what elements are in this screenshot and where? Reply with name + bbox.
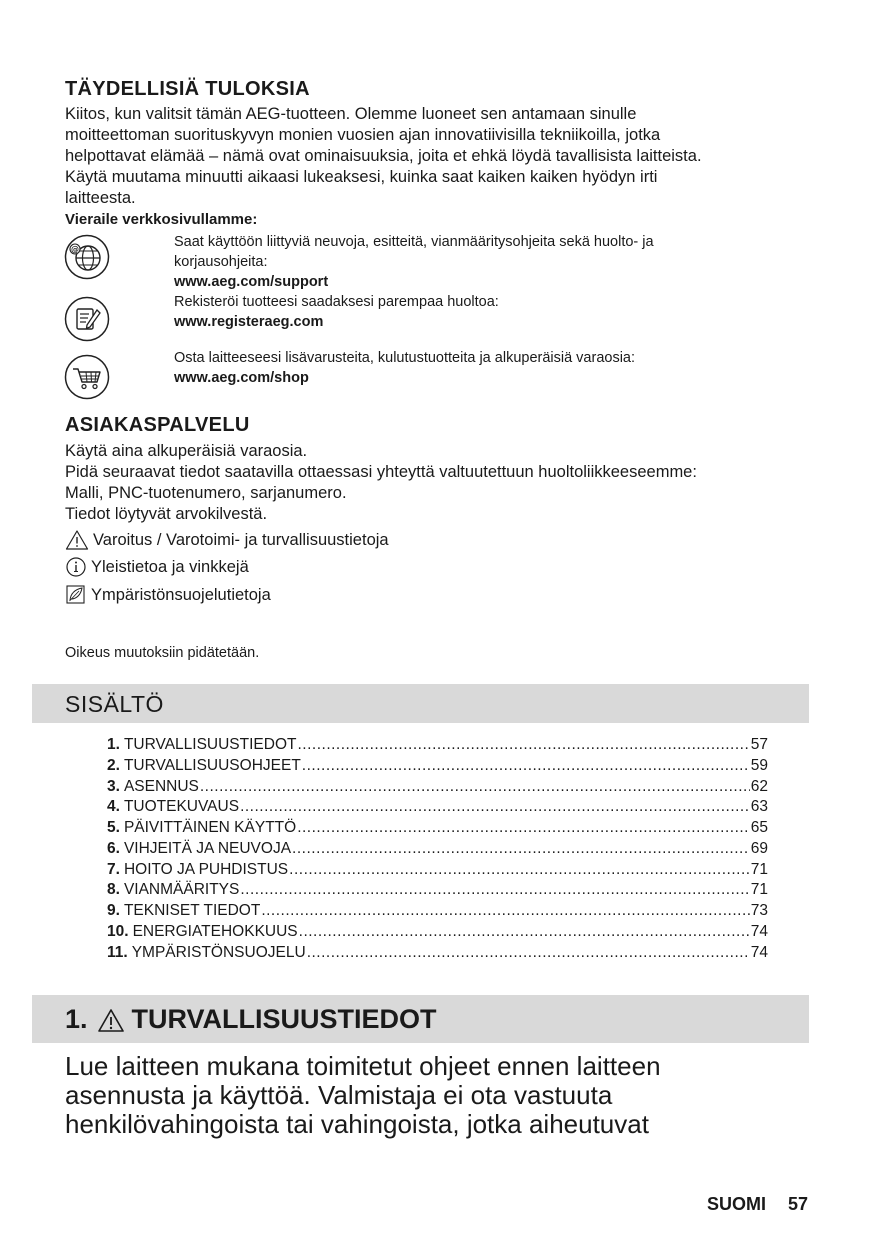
- toc-item[interactable]: [107, 734, 768, 755]
- toc-label: PÄIVITTÄINEN KÄYTTÖ: [123, 819, 297, 836]
- legend-info: [65, 556, 249, 578]
- service-support: [174, 232, 774, 292]
- toc-leader: [302, 755, 750, 776]
- leaf-icon: [65, 584, 87, 606]
- toc-number: 10.: [107, 923, 129, 940]
- legend-text: Varoitus / Varotoimi- ja turvallisuustietoja: [93, 531, 389, 549]
- toc-number: 2.: [107, 757, 120, 774]
- service-text: korjausohjeita:: [174, 254, 268, 270]
- toc-number: 11.: [107, 944, 128, 961]
- safety-line: Lue laitteen mukana toimitetut ohjeet ennen laitteen: [65, 1051, 661, 1081]
- legend-warning: [65, 529, 389, 551]
- customer-service-line: Tiedot löytyvät arvokilvestä.: [65, 505, 268, 523]
- visit-label: Vieraile verkkosivullamme:: [65, 211, 258, 228]
- toc-label: YMPÄRISTÖNSUOJELU: [131, 944, 306, 961]
- page-footer: [707, 1194, 808, 1215]
- toc-page: 74: [750, 923, 768, 940]
- safety-line: henkilövahingoista tai vahingoista, jotka aiheutuvat: [65, 1109, 649, 1139]
- toc-label: ASENNUS: [123, 778, 199, 795]
- toc-label: ENERGIATEHOKKUUS: [132, 923, 298, 940]
- toc-number: 3.: [107, 778, 120, 795]
- contents-header-band: [32, 684, 809, 723]
- toc-leader: [292, 838, 750, 859]
- intro-line: helpottavat elämää – nämä ovat ominaisuuksia, joita et ehkä löydä tavallisista laitteista.: [65, 147, 702, 165]
- safety-line: asennusta ja käyttöä. Valmistaja ei ota vastuuta: [65, 1080, 613, 1110]
- toc-page: 57: [750, 736, 768, 753]
- intro-line: Kiitos, kun valitsit tämän AEG-tuotteen. Olemme luoneet sen antamaan sinulle: [65, 105, 637, 123]
- shop-link[interactable]: www.aeg.com/shop: [174, 370, 309, 386]
- globe-icon: [64, 234, 110, 280]
- contents-title: SISÄLTÖ: [65, 691, 164, 717]
- toc-label: HOITO JA PUHDISTUS: [123, 861, 289, 878]
- toc-label: VIHJEITÄ JA NEUVOJA: [123, 840, 292, 857]
- footer-page-number: 57: [787, 1194, 808, 1214]
- toc-page: 65: [750, 819, 768, 836]
- toc-number: 5.: [107, 819, 120, 836]
- support-link[interactable]: www.aeg.com/support: [174, 274, 329, 290]
- disclaimer: Oikeus muutoksiin pidätetään.: [65, 645, 260, 661]
- toc-page: 73: [750, 902, 768, 919]
- service-register: [174, 292, 774, 332]
- customer-service-title: ASIAKASPALVELU: [65, 414, 250, 436]
- toc-item[interactable]: [107, 879, 768, 900]
- toc-number: 7.: [107, 861, 120, 878]
- legend-text: Ympäristönsuojelutietoja: [91, 586, 271, 604]
- toc-label: TURVALLISUUSOHJEET: [123, 757, 301, 774]
- toc-leader: [297, 734, 749, 755]
- toc-page: 59: [750, 757, 768, 774]
- toc-label: TEKNISET TIEDOT: [123, 902, 261, 919]
- toc-page: 74: [750, 944, 768, 961]
- toc-page: 71: [750, 861, 768, 878]
- toc-label: TUOTEKUVAUS: [123, 798, 240, 815]
- toc-label: VIANMÄÄRITYS: [123, 881, 240, 898]
- register-link[interactable]: www.registeraeg.com: [174, 314, 324, 330]
- toc-label: TURVALLISUUSTIEDOT: [123, 736, 297, 753]
- toc-item[interactable]: [107, 859, 768, 880]
- service-text: Saat käyttöön liittyviä neuvoja, esitteitä, vianmääritysohjeita sekä huolto- ja: [174, 234, 654, 250]
- toc-number: 1.: [107, 736, 120, 753]
- service-text: Osta laitteeseesi lisävarusteita, kulutustuotteita ja alkuperäisiä varaosia:: [174, 350, 636, 366]
- toc-item[interactable]: [107, 838, 768, 859]
- toc-item[interactable]: [107, 817, 768, 838]
- toc-page: 71: [750, 881, 768, 898]
- info-icon: [65, 556, 87, 578]
- toc-leader: [200, 776, 750, 797]
- warning-icon: [65, 529, 89, 551]
- toc-leader: [297, 817, 750, 838]
- legend-text: Yleistietoa ja vinkkejä: [91, 558, 249, 576]
- warning-icon: [96, 1006, 126, 1034]
- intro-line: Käytä muutama minuutti aikaasi lukeaksesi, kuinka saat kaiken kaiken hyödyn irti: [65, 168, 658, 186]
- toc-page: 63: [750, 798, 768, 815]
- toc-leader: [240, 796, 750, 817]
- toc-leader: [307, 942, 750, 963]
- safety-header-band: [32, 995, 809, 1043]
- toc-leader: [299, 921, 750, 942]
- intro-title: TÄYDELLISIÄ TULOKSIA: [65, 78, 310, 100]
- toc-item[interactable]: [107, 776, 768, 797]
- toc-number: 6.: [107, 840, 120, 857]
- toc-item[interactable]: [107, 796, 768, 817]
- toc-page: 62: [750, 778, 768, 795]
- register-icon: [64, 296, 110, 342]
- toc-number: 8.: [107, 881, 120, 898]
- toc-page: 69: [750, 840, 768, 857]
- cart-icon: [64, 354, 110, 400]
- service-shop: [174, 348, 774, 388]
- safety-title: TURVALLISUUSTIEDOT: [131, 1004, 437, 1034]
- legend-environment: [65, 584, 271, 606]
- toc-item[interactable]: [107, 942, 768, 963]
- toc-item[interactable]: [107, 900, 768, 921]
- toc-number: 4.: [107, 798, 120, 815]
- customer-service-line: Malli, PNC-tuotenumero, sarjanumero.: [65, 484, 347, 502]
- safety-number: 1.: [65, 1004, 88, 1034]
- customer-service-line: Käytä aina alkuperäisiä varaosia.: [65, 442, 308, 460]
- intro-paragraph: [65, 104, 805, 230]
- toc-number: 9.: [107, 902, 120, 919]
- service-text: Rekisteröi tuotteesi saadaksesi parempaa huoltoa:: [174, 294, 499, 310]
- customer-service-line: Pidä seuraavat tiedot saatavilla ottaessasi yhteyttä valtuutettuun huoltoliikkeeseemme:: [65, 463, 697, 481]
- safety-heading: [65, 1004, 437, 1035]
- footer-language: SUOMI: [706, 1194, 766, 1214]
- safety-intro: [65, 1052, 805, 1139]
- intro-line: moitteettoman suorituskyvyn monien vuosien ajan innovatiivisilla tekniikoilla, jotka: [65, 126, 661, 144]
- svg-text:@: @: [71, 245, 79, 254]
- toc-leader: [240, 879, 749, 900]
- intro-line: laitteesta.: [65, 189, 136, 207]
- toc-item[interactable]: [107, 755, 768, 776]
- customer-service-paragraph: [65, 441, 805, 525]
- toc-leader: [289, 859, 750, 880]
- toc-leader: [261, 900, 749, 921]
- toc-item[interactable]: [107, 921, 768, 942]
